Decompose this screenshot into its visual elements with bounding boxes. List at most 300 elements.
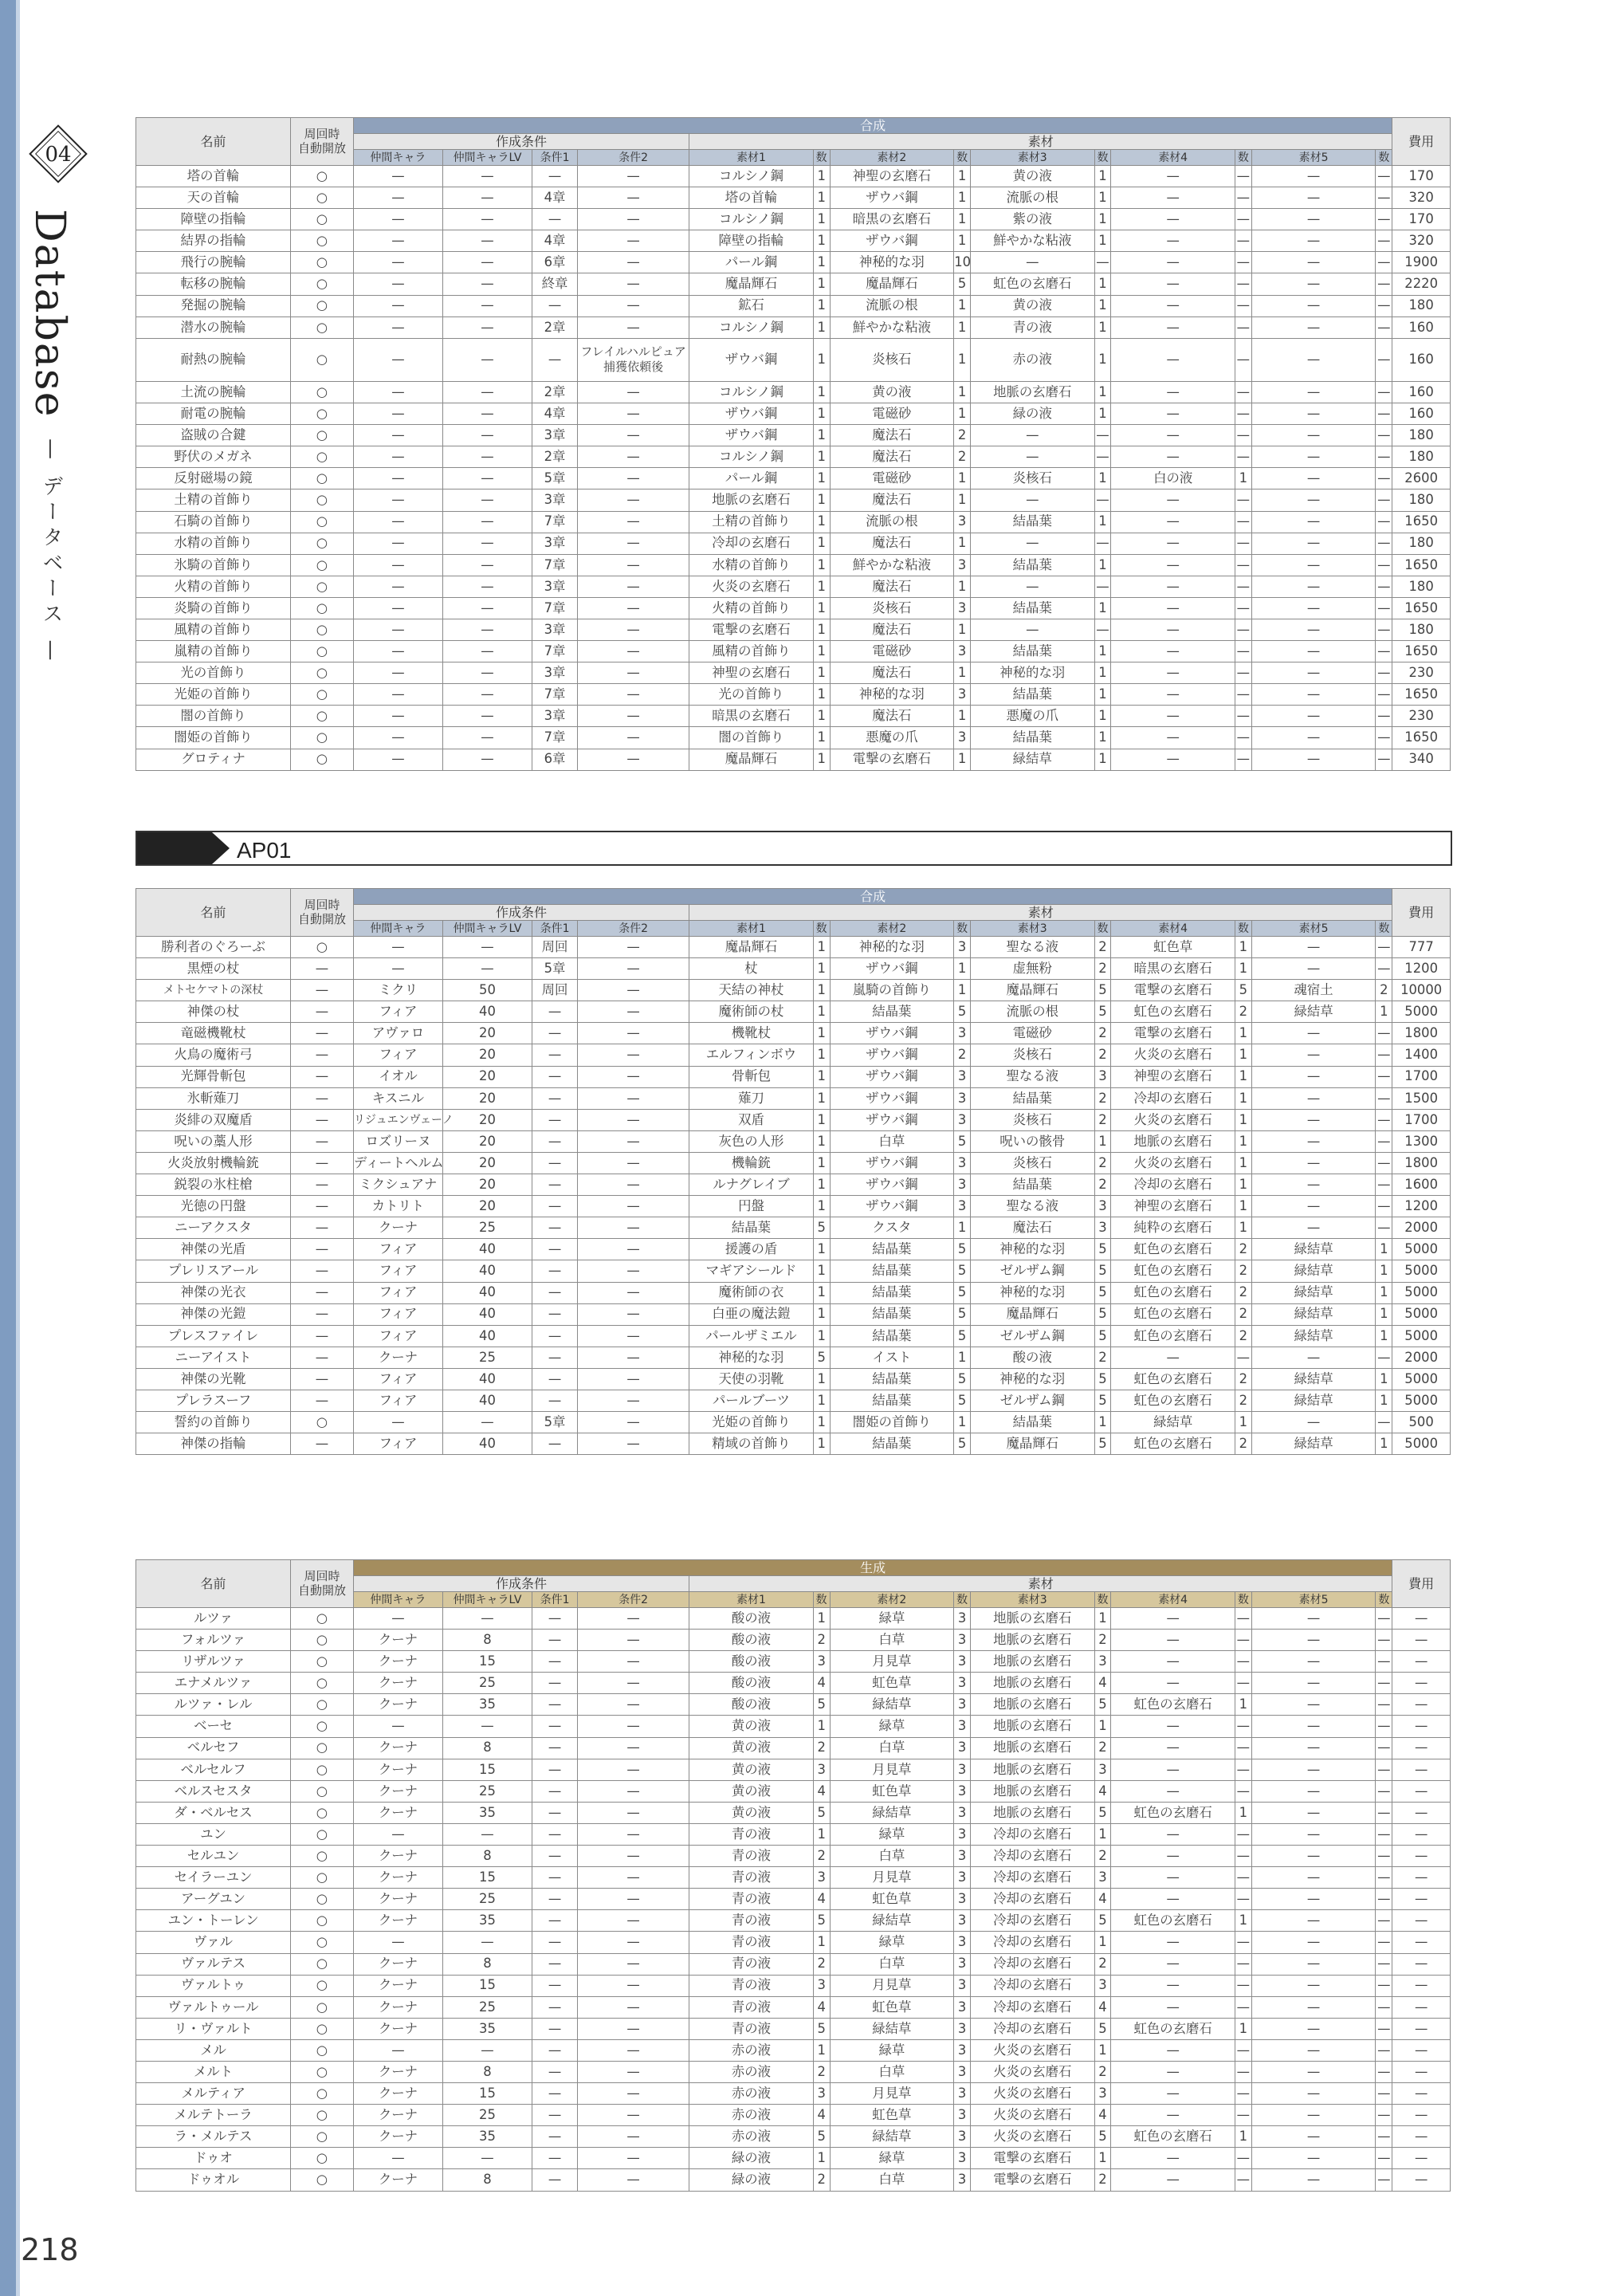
table-row	[136, 403, 1451, 425]
table-cell: —	[1376, 1347, 1392, 1368]
table-cell: —	[1235, 1932, 1251, 1953]
table-cell: 3	[954, 1716, 971, 1737]
table-cell: 虹色草	[830, 1673, 954, 1694]
item-name: 天の首輪	[136, 187, 291, 209]
table-cell: 黄の液	[689, 1780, 814, 1802]
table-cell: —	[1251, 1802, 1376, 1823]
table-cell: 3	[1094, 1867, 1111, 1889]
table-cell: —	[1251, 662, 1376, 684]
table-cell: —	[578, 1694, 689, 1716]
header-materials: 素材	[689, 1576, 1392, 1592]
table-cell: —	[578, 1130, 689, 1152]
table-cell: 5	[1094, 980, 1111, 1001]
table-cell: 777	[1392, 937, 1451, 958]
table-cell: 黄の液	[830, 381, 954, 403]
table-cell: 地脈の玄磨石	[1111, 1130, 1235, 1152]
table-cell: 魔法石	[830, 446, 954, 468]
table-cell: —	[532, 1433, 578, 1455]
table-row	[136, 1109, 1451, 1130]
table-cell: —	[1111, 2061, 1235, 2082]
header-name: 名前	[136, 1560, 291, 1608]
table-cell: 土精の首飾り	[689, 511, 814, 533]
table-cell: 160	[1392, 381, 1451, 403]
header-auto-unlock	[291, 889, 354, 937]
table-cell: —	[353, 706, 442, 727]
table-cell: —	[532, 1780, 578, 1802]
table-cell: 緑結草	[830, 2126, 954, 2148]
table-cell: 35	[442, 1910, 532, 1932]
item-name: 神傑の杖	[136, 1001, 291, 1023]
table-cell: ザウバ鋼	[830, 1023, 954, 1044]
table-cell: —	[353, 425, 442, 446]
table-cell: 2	[1094, 1737, 1111, 1759]
table-cell: —	[1235, 554, 1251, 576]
table-cell: —	[1251, 1196, 1376, 1217]
table-cell: 月見草	[830, 1651, 954, 1673]
table-cell: 虹色の玄磨石	[1111, 1303, 1235, 1325]
table-cell: 3	[954, 1174, 971, 1196]
table-cell: —	[1376, 2126, 1392, 2148]
table-cell: —	[1235, 1759, 1251, 1780]
table-cell: —	[442, 187, 532, 209]
table-cell: 5	[1094, 2018, 1111, 2039]
table-cell: アヴァロ	[353, 1023, 442, 1044]
table-cell: —	[1235, 1996, 1251, 2018]
table-row	[136, 1325, 1451, 1347]
table-cell: —	[1376, 381, 1392, 403]
table-cell: 7章	[532, 597, 578, 619]
table-row	[136, 468, 1451, 489]
table-cell: 25	[442, 1996, 532, 2018]
table-cell: —	[1376, 1867, 1392, 1889]
table-cell: —	[442, 958, 532, 980]
table-cell: フィア	[353, 1260, 442, 1282]
table-cell: —	[291, 1303, 354, 1325]
table-cell: 3	[954, 2018, 971, 2039]
table-cell: 5	[1094, 1303, 1111, 1325]
header-condition2: 条件2	[578, 921, 689, 937]
table-cell: —	[1376, 2083, 1392, 2105]
table-cell: ○	[291, 2083, 354, 2105]
table-cell: —	[1111, 252, 1235, 273]
table-cell: 炎核石	[830, 338, 954, 381]
table-cell: —	[578, 2039, 689, 2061]
table-cell: ○	[291, 937, 354, 958]
table-cell: 15	[442, 1759, 532, 1780]
table-cell: 1	[1094, 1932, 1111, 1953]
table-cell: 1	[1094, 662, 1111, 684]
header-band-title: 合成	[353, 118, 1392, 134]
table-cell: 呪いの骸骨	[970, 1130, 1094, 1152]
table-cell: 1	[813, 1823, 830, 1845]
table-cell: —	[1251, 1716, 1376, 1737]
table-cell: 神秘的な羽	[830, 937, 954, 958]
table-cell: 冷却の玄磨石	[970, 1975, 1094, 1996]
table-cell: —	[1392, 1996, 1451, 2018]
table-cell: 40	[442, 1239, 532, 1260]
item-name: ドゥオル	[136, 2169, 291, 2191]
table-cell: —	[1111, 230, 1235, 252]
table-row	[136, 316, 1451, 338]
table-cell: 魔術師の衣	[689, 1282, 814, 1303]
table-cell: クーナ	[353, 2169, 442, 2191]
table-cell: 魔晶輝石	[830, 273, 954, 295]
table-cell: 5	[954, 1001, 971, 1023]
table-cell: 結晶葉	[970, 727, 1094, 749]
table-cell: —	[970, 533, 1094, 554]
table-cell: —	[442, 533, 532, 554]
table-row	[136, 1239, 1451, 1260]
table-cell: パール鋼	[689, 468, 814, 489]
table-cell: 5	[1094, 1910, 1111, 1932]
table-cell: 1	[1235, 1023, 1251, 1044]
table-cell: 5	[813, 1694, 830, 1716]
item-name: 誓約の首飾り	[136, 1412, 291, 1433]
table-cell: 1	[813, 1412, 830, 1433]
table-cell: 5000	[1392, 1325, 1451, 1347]
table-cell: —	[353, 684, 442, 706]
item-name: 反射磁場の鏡	[136, 468, 291, 489]
table-cell: —	[1111, 166, 1235, 187]
table-cell: —	[353, 597, 442, 619]
table-row	[136, 641, 1451, 662]
table-cell: —	[1251, 1910, 1376, 1932]
table-cell: —	[291, 1433, 354, 1455]
table-cell: コルシノ鋼	[689, 209, 814, 230]
table-cell: 鮮やかな粘液	[830, 554, 954, 576]
table-cell: —	[353, 641, 442, 662]
item-name: ベルスセスタ	[136, 1780, 291, 1802]
item-name: メルティア	[136, 2083, 291, 2105]
table-cell: 2000	[1392, 1347, 1451, 1368]
table-cell: —	[1235, 706, 1251, 727]
table-cell: クーナ	[353, 1846, 442, 1867]
table-cell: —	[1376, 1910, 1392, 1932]
table-cell: —	[442, 511, 532, 533]
header-party-char: 仲間キャラ	[353, 1592, 442, 1608]
item-name: メルト	[136, 2061, 291, 2082]
table-cell: 緑草	[830, 1823, 954, 1845]
table-cell: —	[1376, 2018, 1392, 2039]
table-cell: —	[1111, 1780, 1235, 1802]
table-cell: —	[1251, 187, 1376, 209]
table-cell: —	[1235, 2083, 1251, 2105]
table-row	[136, 662, 1451, 684]
table-cell: 白草	[830, 1130, 954, 1152]
table-cell: 1	[1094, 1608, 1111, 1630]
table-cell: ○	[291, 209, 354, 230]
table-cell: 1	[813, 468, 830, 489]
table-cell: 5章	[532, 958, 578, 980]
item-name: 飛行の腕輪	[136, 252, 291, 273]
table-row	[136, 166, 1451, 187]
table-cell: 8	[442, 1630, 532, 1651]
table-cell: 灰色の人形	[689, 1130, 814, 1152]
table-cell: —	[353, 252, 442, 273]
table-cell: 結晶葉	[830, 1368, 954, 1390]
table-cell: 月見草	[830, 1759, 954, 1780]
table-cell: —	[532, 1737, 578, 1759]
table-cell: 1	[1094, 2148, 1111, 2169]
table-cell: 3	[1094, 2083, 1111, 2105]
table-cell: —	[532, 1716, 578, 1737]
item-name: ベーセ	[136, 1716, 291, 1737]
table-cell: 緑結草	[830, 2018, 954, 2039]
header-auto-unlock	[291, 118, 354, 166]
table-cell: 3	[954, 1196, 971, 1217]
table-cell: —	[353, 166, 442, 187]
table-cell: —	[1235, 1953, 1251, 1975]
header-material1: 素材1	[689, 1592, 814, 1608]
item-name: 嵐精の首飾り	[136, 641, 291, 662]
table-cell: 紫の液	[970, 209, 1094, 230]
table-cell: 1600	[1392, 1174, 1451, 1196]
table-cell: 3	[954, 1759, 971, 1780]
table-cell: 青の液	[689, 1867, 814, 1889]
table-cell: 1	[1235, 1152, 1251, 1174]
table-cell: 160	[1392, 403, 1451, 425]
table-cell: —	[1111, 1673, 1235, 1694]
table-cell: 1	[954, 295, 971, 316]
table-cell: ○	[291, 187, 354, 209]
table-cell: —	[578, 1608, 689, 1630]
table-cell: 8	[442, 2169, 532, 2191]
table-cell: クーナ	[353, 1910, 442, 1932]
table-cell: 5000	[1392, 1239, 1451, 1260]
table-cell: ○	[291, 2169, 354, 2191]
table-cell: —	[353, 468, 442, 489]
table-cell: 白草	[830, 1953, 954, 1975]
table-cell: 5	[954, 1325, 971, 1347]
table-cell: —	[532, 1217, 578, 1239]
item-name: ラ・メルテス	[136, 2126, 291, 2148]
table-cell: マギアシールド	[689, 1260, 814, 1282]
table-cell: 冷却の玄磨石	[970, 1910, 1094, 1932]
table-cell: 1	[1235, 1694, 1251, 1716]
table-cell: —	[1235, 2148, 1251, 2169]
table-row	[136, 2126, 1451, 2148]
table-cell: —	[1094, 446, 1111, 468]
table-cell: ザウバ鋼	[830, 1152, 954, 1174]
table-cell: 1	[813, 1932, 830, 1953]
table-cell: —	[1251, 1823, 1376, 1845]
table-cell: —	[1111, 1347, 1235, 1368]
table-cell: —	[1392, 1910, 1451, 1932]
table-cell: 1	[813, 619, 830, 640]
table-cell: —	[532, 1889, 578, 1910]
table-cell: —	[1392, 1823, 1451, 1845]
table-cell: ○	[291, 619, 354, 640]
table-cell: 5	[954, 1239, 971, 1260]
table-cell: ○	[291, 1867, 354, 1889]
table-cell: —	[1111, 209, 1235, 230]
table-cell: 黄の液	[689, 1737, 814, 1759]
table-cell: 緑結草	[830, 1910, 954, 1932]
table-cell: 1	[954, 166, 971, 187]
table-cell: 5	[1094, 1260, 1111, 1282]
table-cell: —	[1251, 1737, 1376, 1759]
table-cell: 緑草	[830, 2039, 954, 2061]
table-cell: 黄の液	[970, 295, 1094, 316]
table-cell: ○	[291, 1694, 354, 1716]
table-row	[136, 1953, 1451, 1975]
table-cell: —	[291, 1130, 354, 1152]
table-cell: 5000	[1392, 1282, 1451, 1303]
table-cell: 5	[1094, 1282, 1111, 1303]
table-cell: —	[532, 1846, 578, 1867]
table-cell: 1	[1094, 209, 1111, 230]
table-cell: 1	[954, 1347, 971, 1368]
table-cell: —	[1251, 1087, 1376, 1109]
table-row	[136, 187, 1451, 209]
table-cell: —	[1376, 187, 1392, 209]
table-cell: 1900	[1392, 252, 1451, 273]
table-cell: 320	[1392, 230, 1451, 252]
table-cell: —	[1235, 1846, 1251, 1867]
table-cell: —	[291, 958, 354, 980]
table-row	[136, 2148, 1451, 2169]
table-cell: —	[442, 662, 532, 684]
table-cell: —	[1111, 489, 1235, 511]
table-cell: 3	[954, 511, 971, 533]
table-cell: 1	[813, 1608, 830, 1630]
table-cell: —	[1235, 727, 1251, 749]
table-cell: —	[1376, 727, 1392, 749]
table-cell: 3	[1094, 1217, 1111, 1239]
table-cell: —	[1251, 1044, 1376, 1066]
table-cell: 1	[1235, 2018, 1251, 2039]
table-cell: —	[353, 489, 442, 511]
table-cell: —	[353, 209, 442, 230]
table-cell: —	[1376, 1673, 1392, 1694]
table-cell: 35	[442, 1802, 532, 1823]
table-cell: ○	[291, 381, 354, 403]
item-name: 炎緋の双魔盾	[136, 1109, 291, 1130]
table-cell: 1	[1235, 1802, 1251, 1823]
table-cell: —	[1111, 403, 1235, 425]
table-cell: 8	[442, 1737, 532, 1759]
table-cell: —	[1251, 511, 1376, 533]
table-cell: 虹色の玄磨石	[1111, 1368, 1235, 1390]
table-cell: 35	[442, 2126, 532, 2148]
table-cell: 3	[954, 1608, 971, 1630]
table-cell: 緑結草	[1111, 1412, 1235, 1433]
table-cell: 黄の液	[689, 1716, 814, 1737]
table-cell: 2	[1094, 1023, 1111, 1044]
table-cell: 青の液	[689, 1996, 814, 2018]
item-name: リ・ヴァルト	[136, 2018, 291, 2039]
section-header-ap01	[135, 831, 1452, 866]
table-cell: —	[532, 209, 578, 230]
table-cell: 赤の液	[970, 338, 1094, 381]
table-cell: —	[442, 619, 532, 640]
table-cell: —	[1392, 2169, 1451, 2191]
table-cell: —	[578, 446, 689, 468]
table-cell: —	[1376, 1759, 1392, 1780]
table-cell: 火炎の玄磨石	[1111, 1152, 1235, 1174]
table-cell: —	[1251, 1608, 1376, 1630]
table-cell: クーナ	[353, 2105, 442, 2126]
item-name: 発掘の腕輪	[136, 295, 291, 316]
table-cell: ○	[291, 662, 354, 684]
table-row	[136, 1368, 1451, 1390]
table-cell: 1	[813, 209, 830, 230]
table-cell: 地脈の玄磨石	[970, 1759, 1094, 1780]
table-cell: 白草	[830, 1630, 954, 1651]
table-cell: 虹色の玄磨石	[1111, 2126, 1235, 2148]
header-count: 数	[813, 921, 830, 937]
table-cell: 50	[442, 980, 532, 1001]
table-cell: 1	[954, 980, 971, 1001]
item-name: 神傑の光盾	[136, 1239, 291, 1260]
table-cell: 170	[1392, 166, 1451, 187]
table-cell: —	[1094, 533, 1111, 554]
table-cell: 4	[1094, 1780, 1111, 1802]
table-cell: —	[442, 1716, 532, 1737]
table-cell: 1	[813, 980, 830, 1001]
table-cell: 5	[813, 1802, 830, 1823]
table-cell: —	[578, 706, 689, 727]
table-cell: 5	[1094, 1694, 1111, 1716]
table-cell: —	[578, 1325, 689, 1347]
table-cell: 虹色の玄磨石	[1111, 1239, 1235, 1260]
table-row	[136, 1651, 1451, 1673]
table-cell: —	[1376, 576, 1392, 597]
table-cell: パール鋼	[689, 252, 814, 273]
table-cell: 神聖の玄磨石	[830, 166, 954, 187]
table-cell: —	[1251, 749, 1376, 770]
table-cell: 3	[813, 1651, 830, 1673]
table-cell: —	[532, 1109, 578, 1130]
table-cell: クーナ	[353, 1953, 442, 1975]
header-count: 数	[1376, 921, 1392, 937]
table-cell: 25	[442, 1673, 532, 1694]
table-cell: —	[532, 1975, 578, 1996]
table-cell: 2章	[532, 316, 578, 338]
table-cell: ○	[291, 1651, 354, 1673]
item-name: 光輝骨斬包	[136, 1066, 291, 1087]
table-cell: —	[1251, 1174, 1376, 1196]
table-cell: 3	[954, 1087, 971, 1109]
table-cell: —	[353, 295, 442, 316]
table-cell: 魔法石	[970, 1217, 1094, 1239]
table-cell: 4	[1094, 1673, 1111, 1694]
table-cell: —	[578, 1152, 689, 1174]
table-cell: —	[578, 1823, 689, 1845]
table-cell: —	[442, 468, 532, 489]
table-cell: 1	[813, 1044, 830, 1066]
table-row	[136, 230, 1451, 252]
table-cell: 魔晶輝石	[689, 749, 814, 770]
table-cell: 1650	[1392, 727, 1451, 749]
table-cell: —	[532, 1759, 578, 1780]
table-cell: 1	[954, 489, 971, 511]
table-cell: クーナ	[353, 1694, 442, 1716]
header-material1: 素材1	[689, 150, 814, 166]
table-cell: 8	[442, 2061, 532, 2082]
table-cell: 魂宿土	[1251, 980, 1376, 1001]
table-cell: 1800	[1392, 1152, 1451, 1174]
table-cell: —	[532, 2018, 578, 2039]
item-name: 闇姫の首飾り	[136, 727, 291, 749]
table-cell: —	[1251, 1780, 1376, 1802]
table-cell: —	[1376, 1630, 1392, 1651]
table-cell: —	[1376, 1130, 1392, 1152]
table-cell: 1	[1094, 403, 1111, 425]
table-cell: —	[578, 1759, 689, 1780]
table-cell: 180	[1392, 446, 1451, 468]
table-cell: 虹色の玄磨石	[1111, 1802, 1235, 1823]
